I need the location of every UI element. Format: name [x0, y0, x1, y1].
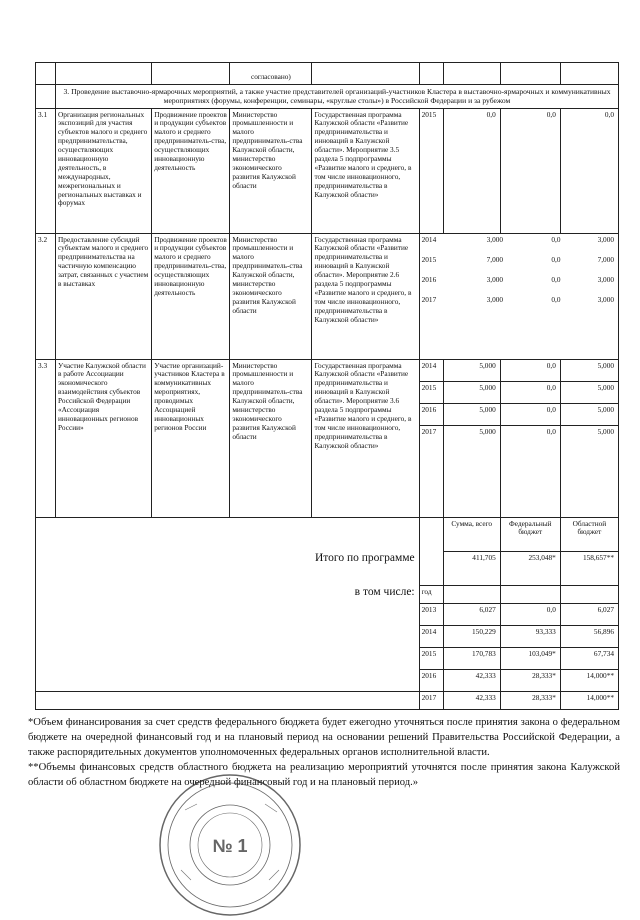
row-executor: Министерство промышленности и малого предприниматель-ства Калужской области, министерство экономического развития Калужской области — [230, 359, 312, 517]
reg-cell: 5,000 — [560, 425, 618, 517]
total-label: Итого по программе — [314, 551, 415, 564]
summary-year-row: 2015 170,783 103,049* 67,734 — [36, 647, 619, 669]
footnote-regional: **Объемы финансовых средств областного бюджета на реализацию мероприятий уточнятся после принятия закона Калужской области об областном бюджете на очередной финансовый год и на плановый период.» — [28, 762, 620, 788]
row-goal: Продвижение проектов и продукции субъектов малого и среднего предприниматель-ства, осуществляющих инновационную деятельность — [152, 233, 230, 359]
row-source: Государственная программа Калужской области «Развитие предпринимательства и инноваций в Калужской области». Мероприятие 3.5 раздела 5 подпрограммы «Развитие малого и среднего, в том числе инновационного, предпринимательства в Калужской области» — [312, 108, 419, 233]
sum-reg: 158,657** — [560, 551, 618, 585]
summary-year-row: 2013 6,027 0,0 6,027 — [36, 603, 619, 625]
god-label: год — [419, 585, 443, 603]
reg-cell: 5,000 — [560, 381, 618, 403]
total-cell: 5,000 — [443, 425, 500, 517]
top-row-text: согласовано) — [250, 72, 291, 82]
header-fed: Федеральный бюджет — [500, 517, 560, 551]
year-block: 2014 3,000 0,0 3,000 2015 7,000 0,0 7,000 2016 3,000 0,0 3,000 2017 3,000 0,0 3,000 — [419, 233, 618, 359]
fed-cell: 0,0 — [500, 359, 560, 381]
year-cell: 2014 — [419, 359, 443, 381]
year-cell: 2015 — [419, 108, 443, 233]
row-name: Предоставление субсидий субъектам малого и среднего предпринимательства на частичную компенсацию затрат, связанных с участием в выставках — [56, 233, 152, 359]
row-number: 3.2 — [36, 233, 56, 359]
footnote-federal: *Объем финансирования за счет средств федерального бюджета будет ежегодно уточняться после принятия закона о федеральном бюджете на очередной финансовый год и на плановый период на основании решений Правительства Российской Федерации, а также распорядительных документов уполномоченных федеральных органов исполнительной власти. — [28, 717, 620, 758]
summary-year-row: 2014 150,229 93,333 56,896 — [36, 625, 619, 647]
row-number: 3.3 — [36, 359, 56, 517]
summary-year-row: 2016 42,333 28,333* 14,000** — [36, 669, 619, 691]
row-executor: Министерство промышленности и малого предприниматель-ства Калужской области, министерство экономического развития Калужской области — [230, 233, 312, 359]
row-name: Участие Калужской области в работе Ассоциации экономического взаимодействия субъектов Российской Федерации «Ассоциация инновационных регионов России» — [56, 359, 152, 517]
section-title: 3. Проведение выставочно-ярмарочных мероприятий, а также участие представителей организаций-участников Кластера в выставочно-ярмарочных и коммуникативных мероприятиях (форумы, конференции, семинары, «круглые столы») в Российской Федерации и за рубежом — [56, 85, 619, 109]
top-continuation-row — [36, 63, 619, 85]
row-executor: Министерство промышленности и малого предприниматель-ства Калужской области, министерство экономического развития Калужской области — [230, 108, 312, 233]
reg-cell: 5,000 — [560, 359, 618, 381]
reg-cell: 5,000 — [560, 403, 618, 425]
table-row — [36, 359, 619, 381]
summary-year-row: 2017 42,333 28,333* 14,000** — [36, 691, 619, 709]
row-goal: Продвижение проектов и продукции субъектов малого и среднего предприниматель-ства, осуществляющих инновационную деятельность — [152, 108, 230, 233]
fed-cell: 0,0 — [500, 403, 560, 425]
sum-fed: 253,048* — [500, 551, 560, 585]
row-source: Государственная программа Калужской области «Развитие предпринимательства и инноваций в Калужской области». Мероприятие 3.6 раздела 5 подпрограммы «Развитие малого и среднего, в том числе инновационного, предпринимательства в Калужской области» — [312, 359, 419, 517]
row-source: Государственная программа Калужской области «Развитие предпринимательства и инноваций в Калужской области». Мероприятие 2.6 раздела 5 подпрограммы «Развитие малого и среднего, в том числе инновационного, предпринимательства в Калужской области» — [312, 233, 419, 359]
program-table — [35, 62, 619, 710]
official-seal-stamp — [155, 770, 305, 920]
year-cell: 2016 — [419, 403, 443, 425]
summary-header-row — [36, 517, 619, 551]
sum-total: 411,705 — [443, 551, 500, 585]
row-number: 3.1 — [36, 108, 56, 233]
table-row — [36, 233, 619, 359]
row-goal: Участие организаций-участников Кластера в коммуникативных мероприятиях, проводимых Ассоциацией инновационных регионов России — [152, 359, 230, 517]
fed-cell: 0,0 — [500, 425, 560, 517]
table-row — [36, 108, 619, 233]
reg-cell: 0,0 — [560, 108, 618, 233]
row-name: Организация региональных экспозиций для участия субъектов малого и среднего предпринимательства, осуществляющих инновационную деятельность, в международных, межрегиональных и региональных выставках и форумах — [56, 108, 152, 233]
header-total: Сумма, всего — [443, 517, 500, 551]
header-reg: Областной бюджет — [560, 517, 618, 551]
fed-cell: 0,0 — [500, 108, 560, 233]
total-cell: 0,0 — [443, 108, 500, 233]
year-cell: 2015 — [419, 381, 443, 403]
total-cell: 5,000 — [443, 381, 500, 403]
stamp-number: № 1 — [212, 836, 248, 856]
footnotes — [28, 715, 620, 790]
fed-cell: 0,0 — [500, 381, 560, 403]
total-cell: 5,000 — [443, 403, 500, 425]
year-cell: 2017 — [419, 425, 443, 517]
section-header-row — [36, 85, 619, 109]
including-label: в том числе: — [354, 585, 415, 598]
total-cell: 5,000 — [443, 359, 500, 381]
